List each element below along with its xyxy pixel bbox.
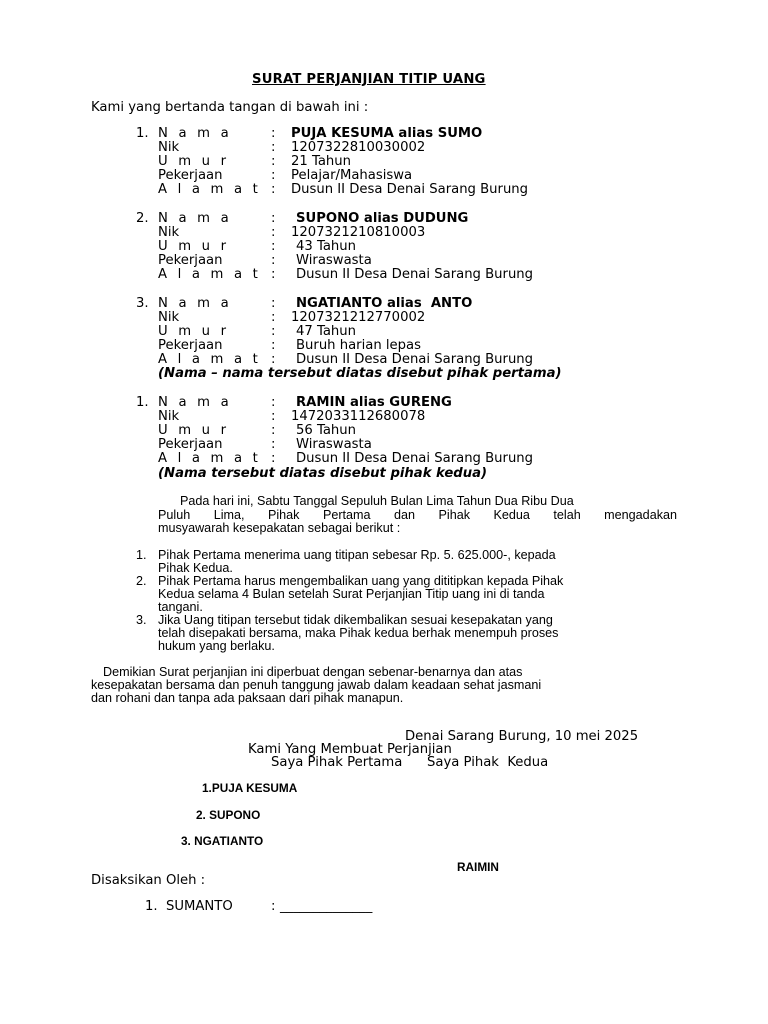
colon: :: [271, 395, 276, 410]
person-number: 2.: [136, 211, 149, 226]
label-pekerjaan: Pekerjaan: [158, 338, 223, 353]
clause-line: tangani.: [158, 600, 203, 614]
label-pekerjaan: Pekerjaan: [158, 253, 223, 268]
label-alamat: A l a m a t: [158, 451, 262, 466]
clause-line: telah disepakati bersama, maka Pihak kedua berhak menempuh proses: [158, 626, 559, 640]
witness-name: SUMANTO: [166, 899, 233, 914]
witness-number: 1.: [145, 899, 158, 914]
clause-number: 2.: [136, 574, 147, 588]
person-number: 1.: [136, 395, 149, 410]
colon: :: [271, 225, 276, 240]
closing-line: dan rohani dan tanpa ada paksaan dari pihak manapun.: [91, 691, 404, 705]
person-alamat: Dusun II Desa Denai Sarang Burung: [291, 182, 529, 197]
label-pekerjaan: Pekerjaan: [158, 168, 223, 183]
clause-line: Pihak Pertama harus mengembalikan uang yang dititipkan kepada Pihak: [158, 574, 564, 588]
colon: :: [271, 338, 276, 353]
label-alamat: A l a m a t: [158, 267, 262, 282]
person-nik: 1207321212770002: [291, 310, 426, 325]
colon: :: [271, 140, 276, 155]
label-umur: U m u r: [158, 154, 230, 169]
colon: :: [271, 267, 276, 282]
colon: :: [271, 310, 276, 325]
person-nik: 1472033112680078: [291, 409, 426, 424]
person-number: 3.: [136, 296, 149, 311]
clause-line: hukum yang berlaku.: [158, 639, 275, 653]
party-second-label: Saya Pihak Kedua: [427, 755, 549, 770]
closing-line: Demikian Surat perjanjian ini diperbuat dengan sebenar-benarnya dan atas: [103, 665, 523, 679]
colon: :: [271, 296, 276, 311]
paragraph-line: Puluh Lima, Pihak Pertama dan Pihak Kedua telah mengadakan: [158, 508, 677, 522]
person-pekerjaan: Wiraswasta: [296, 253, 372, 268]
person-name: NGATIANTO alias ANTO: [296, 296, 473, 311]
label-nama: N a m a: [158, 211, 232, 226]
colon: :: [271, 437, 276, 452]
place-date: Denai Sarang Burung, 10 mei 2025: [405, 729, 639, 744]
signer-name: 2. SUPONO: [196, 808, 261, 822]
label-nik: Nik: [158, 409, 180, 424]
label-umur: U m u r: [158, 239, 230, 254]
person-alamat: Dusun II Desa Denai Sarang Burung: [296, 267, 534, 282]
label-umur: U m u r: [158, 423, 230, 438]
person-pekerjaan: Buruh harian lepas: [296, 338, 421, 353]
note-first-party: (Nama – nama tersebut diatas disebut pihak pertama): [158, 366, 562, 381]
label-nik: Nik: [158, 310, 180, 325]
person-alamat: Dusun II Desa Denai Sarang Burung: [296, 352, 534, 367]
person-alamat: Dusun II Desa Denai Sarang Burung: [296, 451, 534, 466]
colon: :: [271, 182, 276, 197]
colon: :: [271, 451, 276, 466]
signers-heading: Kami Yang Membuat Perjanjian: [248, 742, 452, 757]
label-umur: U m u r: [158, 324, 230, 339]
signer-name: 3. NGATIANTO: [181, 834, 264, 848]
intro-text: Kami yang bertanda tangan di bawah ini :: [91, 100, 369, 115]
clause-number: 3.: [136, 613, 147, 627]
colon: :: [271, 168, 276, 183]
person-nik: 1207322810030002: [291, 140, 426, 155]
person-nik: 1207321210810003: [291, 225, 426, 240]
person-umur: 21 Tahun: [291, 154, 351, 169]
signature-line: ______________: [280, 899, 373, 914]
person-umur: 47 Tahun: [296, 324, 356, 339]
colon: :: [271, 253, 276, 268]
paragraph-line: musyawarah kesepakatan sebagai berikut :: [158, 521, 401, 535]
person-number: 1.: [136, 126, 149, 141]
colon: :: [271, 352, 276, 367]
label-pekerjaan: Pekerjaan: [158, 437, 223, 452]
clause-line: Pihak Pertama menerima uang titipan sebesar Rp. 5. 625.000-, kepada: [158, 548, 556, 562]
document-title: SURAT PERJANJIAN TITIP UANG: [252, 72, 486, 87]
colon: :: [271, 423, 276, 438]
colon: :: [271, 899, 276, 914]
witness-heading: Disaksikan Oleh :: [91, 873, 206, 888]
person-umur: 43 Tahun: [296, 239, 356, 254]
paragraph-line: Pada hari ini, Sabtu Tanggal Sepuluh Bulan Lima Tahun Dua Ribu Dua: [180, 494, 574, 508]
note-second-party: (Nama tersebut diatas disebut pihak kedua): [158, 466, 488, 481]
colon: :: [271, 211, 276, 226]
label-nama: N a m a: [158, 296, 232, 311]
person-pekerjaan: Pelajar/Mahasiswa: [291, 168, 413, 183]
label-nama: N a m a: [158, 126, 232, 141]
party-first-label: Saya Pihak Pertama: [271, 755, 403, 770]
colon: :: [271, 324, 276, 339]
label-nik: Nik: [158, 225, 180, 240]
closing-line: kesepakatan bersama dan penuh tanggung jawab dalam keadaan sehat jasmani: [91, 678, 542, 692]
person-pekerjaan: Wiraswasta: [296, 437, 372, 452]
signer-second-party: RAIMIN: [457, 860, 499, 874]
clause-line: Kedua selama 4 Bulan setelah Surat Perjanjian Titip uang ini di tanda: [158, 587, 545, 601]
person-name: RAMIN alias GURENG: [296, 395, 452, 410]
colon: :: [271, 126, 276, 141]
label-nama: N a m a: [158, 395, 232, 410]
person-umur: 56 Tahun: [296, 423, 356, 438]
label-alamat: A l a m a t: [158, 352, 262, 367]
label-alamat: A l a m a t: [158, 182, 262, 197]
clause-line: Jika Uang titipan tersebut tidak dikembalikan sesuai kesepakatan yang: [158, 613, 553, 627]
person-name: SUPONO alias DUDUNG: [296, 211, 469, 226]
person-name: PUJA KESUMA alias SUMO: [291, 126, 483, 141]
colon: :: [271, 154, 276, 169]
colon: :: [271, 239, 276, 254]
clause-line: Pihak Kedua.: [158, 561, 233, 575]
colon: :: [271, 409, 276, 424]
clause-number: 1.: [136, 548, 147, 562]
label-nik: Nik: [158, 140, 180, 155]
signer-name: 1.PUJA KESUMA: [202, 781, 298, 795]
